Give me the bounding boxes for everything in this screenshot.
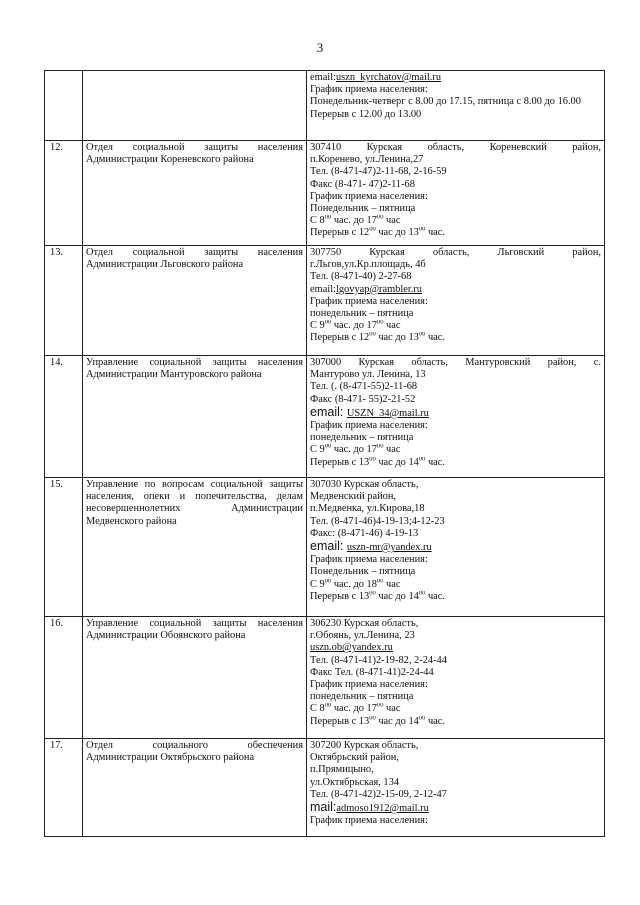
row-number: 15. <box>45 478 83 617</box>
org-name: Управление социальной защиты населения Администрации Обоянского района <box>83 617 307 739</box>
email-link[interactable]: uszn_kyrchatov@mail.ru <box>335 72 442 83</box>
row-number: 14. <box>45 356 83 478</box>
address-line: г.Льгов,ул.Кр.площадь, 4б <box>310 259 426 271</box>
org-name: Управление по вопросам социальной защиты населения, опеки и попечительства, делам несовершеннолетних Администрации Медвенского района <box>83 478 307 617</box>
email-link[interactable]: USZN_34@mail.ru <box>346 407 429 419</box>
address-line: п.Прямицыно, <box>310 764 374 776</box>
address-line: 306230 Курская область, <box>310 618 419 629</box>
schedule-days: Понедельник – пятница <box>310 566 416 578</box>
contacts-cell <box>307 356 605 478</box>
work-hours: С $9^{00}$ час. до $18^{00}$ час <box>310 578 401 590</box>
break-hours: Перерыв с $13^{00}$ час до $14^{00}$ час. <box>310 590 445 602</box>
schedule-title: График приема населения: <box>310 420 428 432</box>
table-row <box>45 141 605 246</box>
phone-line: Тел. (8-471-46)4-19-13;4-12-23 <box>310 515 445 527</box>
phone-line: Тел. (8-471-47)2-11-68, 2-16-59 <box>310 166 447 178</box>
email-label: email: <box>310 540 347 554</box>
schedule-days: Понедельник-четверг с 8.00 до 17.15, пятница с 8.00 до 16.00 <box>310 96 581 108</box>
page-number: 3 <box>316 40 324 55</box>
row-number-cell <box>45 71 83 141</box>
org-name: Отдел социальной защиты населения Администрации Кореневского района <box>83 141 307 246</box>
schedule-title: График приема населения: <box>310 554 428 566</box>
contacts-cell <box>307 739 605 837</box>
email-label: mail: <box>310 801 337 815</box>
address-line: п.Коренево, ул.Ленина,27 <box>310 154 424 166</box>
schedule-title: График приема населения: <box>310 295 428 307</box>
table-row <box>45 246 605 356</box>
contacts-table <box>44 70 605 837</box>
work-hours: С $8^{00}$ час. до $17^{00}$ час <box>310 215 401 227</box>
email-link[interactable]: uszn.ob@yandex.ru <box>310 642 393 654</box>
work-hours: С $8^{00}$ час. до $17^{00}$ час <box>310 703 401 715</box>
schedule-title: График приема населения: <box>310 815 428 827</box>
contacts-cell <box>307 141 605 246</box>
row-number: 12. <box>45 141 83 246</box>
fax-line: Факс Тел. (8-471-41)2-24-44 <box>310 666 434 678</box>
org-name: Отдел социального обеспечения Администрации Октябрьского района <box>83 739 307 837</box>
table-row <box>45 478 605 617</box>
email-label: email: <box>310 283 336 295</box>
address-line: ул.Октябрьская, 134 <box>310 776 400 788</box>
org-name: Управление социальной защиты населения Администрации Мантуровского района <box>83 356 307 478</box>
schedule-days: понедельник – пятница <box>310 691 414 703</box>
address-line: Медвенский район, <box>310 491 396 503</box>
fax-line: Факс (8-471- 47)2-11-68 <box>310 178 415 190</box>
address-line: 307000 Курская область, Мантуровский район, с. <box>310 357 601 368</box>
row-number: 16. <box>45 617 83 739</box>
phone-line: Тел. (8-471-40) 2-27-68 <box>310 271 412 283</box>
break-hours: Перерыв с $12^{00}$ час до $13^{00}$ час. <box>310 227 445 239</box>
fax-line: Факс (8-471- 55)2-21-52 <box>310 393 416 405</box>
address-line: 307750 Курская область, Льговский район, <box>310 247 601 258</box>
phone-line: Тел. (8-471-42)2-15-09, 2-12-47 <box>310 788 447 800</box>
org-name: Отдел социальной защиты населения Администрации Льговского района <box>83 246 307 356</box>
fax-line: Факс: (8-471-46) 4-19-13 <box>310 527 419 539</box>
address-line: п.Медвенка, ул.Кирова,18 <box>310 503 425 515</box>
schedule-title: График приема населения: <box>310 190 428 202</box>
email-link[interactable]: lgovyap@rambler.ru <box>335 283 423 295</box>
address-line: 307030 Курская область, <box>310 479 419 490</box>
table-row <box>45 71 605 141</box>
org-cell <box>83 71 307 141</box>
break-hours: Перерыв с $13^{00}$ час до $14^{00}$ час. <box>310 715 445 727</box>
break-time: Перерыв с 12.00 до 13.00 <box>310 108 422 120</box>
phone-line: Тел. (. (8-471-55)2-11-68 <box>310 381 418 393</box>
schedule-days: Понедельник – пятница <box>310 203 416 215</box>
contacts-cell <box>307 246 605 356</box>
address-line: Мантурово ул. Ленина, 13 <box>310 369 426 381</box>
table-row <box>45 617 605 739</box>
address-line: 307200 Курская область, <box>310 740 419 751</box>
break-hours: Перерыв с $12^{00}$ час до $13^{00}$ час. <box>310 332 445 344</box>
contacts-cell <box>307 478 605 617</box>
phone-line: Тел. (8-471-41)2-19-82, 2-24-44 <box>310 654 447 666</box>
address-line: 307410 Курская область, Кореневский район, <box>310 142 601 153</box>
email-link[interactable]: admoso1912@mail.ru <box>336 803 429 815</box>
contacts-cell <box>307 71 605 141</box>
address-line: Октябрьский район, <box>310 752 399 764</box>
row-number: 17. <box>45 739 83 837</box>
break-hours: Перерыв с $13^{00}$ час до $14^{00}$ час. <box>310 456 445 468</box>
email-label: email: <box>310 72 336 83</box>
row-number: 13. <box>45 246 83 356</box>
table-row <box>45 356 605 478</box>
schedule-days: понедельник – пятница <box>310 432 414 444</box>
email-link[interactable]: uszn-mr@yandex.ru <box>346 542 432 554</box>
work-hours: С $9^{00}$ час. до $17^{00}$ час <box>310 320 401 332</box>
email-label: email: <box>310 405 347 419</box>
work-hours: С $9^{00}$ час. до $17^{00}$ час <box>310 444 401 456</box>
schedule-title: График приема населения: <box>310 84 428 96</box>
address-line: г.Обоянь, ул.Ленина, 23 <box>310 630 415 642</box>
schedule-days: понедельник – пятница <box>310 308 414 320</box>
schedule-title: График приема населения: <box>310 679 428 691</box>
contacts-cell <box>307 617 605 739</box>
table-row <box>45 739 605 837</box>
